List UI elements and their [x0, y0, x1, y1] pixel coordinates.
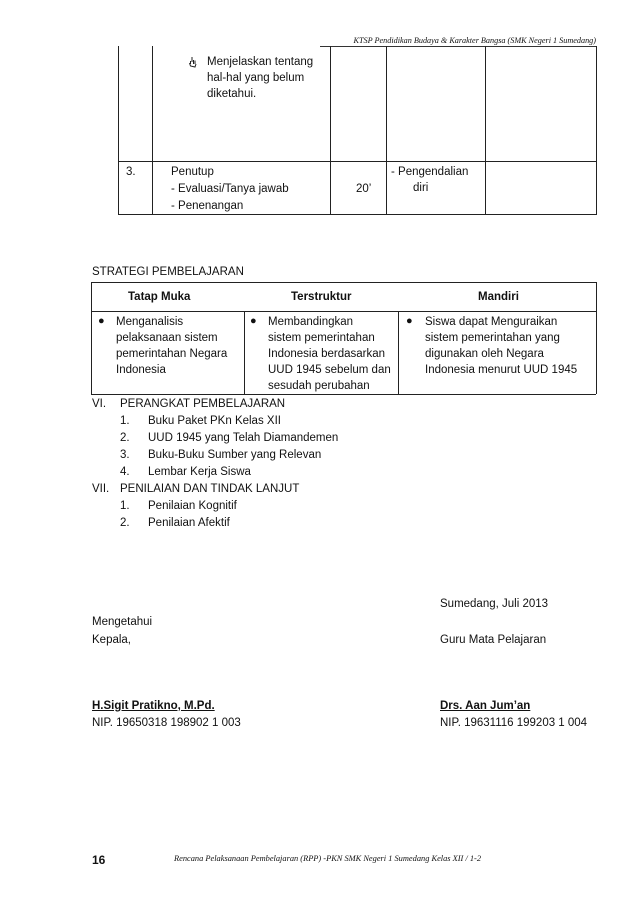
row1-line1: Menjelaskan tentang — [207, 56, 314, 68]
section6-title: PERANGKAT PEMBELAJARAN — [120, 398, 286, 410]
list-item: Buku Paket PKn Kelas XII — [148, 415, 281, 427]
row2-activity: Penutup — [171, 166, 214, 178]
col2-line: Indonesia berdasarkan — [268, 348, 385, 360]
list-item: Penilaian Afektif — [148, 517, 230, 529]
bullet-icon: ● — [250, 315, 257, 327]
header-mandiri: Mandiri — [478, 291, 519, 303]
list-number: 2. — [120, 517, 130, 529]
bullet-icon: ● — [98, 315, 105, 327]
row2-item1: - Evaluasi/Tanya jawab — [171, 183, 289, 195]
col1-line: Menganalisis — [116, 316, 184, 328]
list-item: Penilaian Kognitif — [148, 500, 237, 512]
section7-title: PENILAIAN DAN TINDAK LANJUT — [120, 483, 300, 495]
row2-item2: - Penenangan — [171, 200, 244, 212]
header-tatap-muka: Tatap Muka — [128, 291, 191, 303]
col3-line: Indonesia menurut UUD 1945 — [425, 364, 578, 376]
strategy-title: STRATEGI PEMBELAJARAN — [92, 266, 244, 278]
col3-line: sistem pemerintahan yang — [425, 332, 560, 344]
list-number: 3. — [120, 449, 130, 461]
col2-line: sesudah perubahan — [268, 380, 370, 392]
col3-line: Siswa dapat Menguraikan — [425, 316, 558, 328]
row1-line3: diketahui. — [207, 88, 257, 100]
list-number: 1. — [120, 415, 130, 427]
col2-line: sistem pemerintahan — [268, 332, 375, 344]
list-number: 2. — [120, 432, 130, 444]
row2-char-line1: - Pengendalian — [391, 166, 469, 178]
col1-line: pelaksanaan sistem — [116, 332, 218, 344]
list-item: Lembar Kerja Siswa — [148, 466, 251, 478]
col1-line: pemerintahan Negara — [116, 348, 228, 360]
row2-char-line2: diri — [413, 182, 429, 194]
list-number: 1. — [120, 500, 130, 512]
principal-role: Kepala, — [92, 634, 132, 646]
section7-number: VII. — [92, 483, 110, 495]
principal-nip: NIP. 19650318 198902 1 003 — [92, 717, 241, 729]
list-number: 4. — [120, 466, 130, 478]
bullet-icon: ● — [406, 315, 413, 327]
page-number: 16 — [92, 853, 106, 867]
footer-text: Rencana Pelaksanaan Pembelajaran (RPP) -PKN SMK Negeri 1 Sumedang Kelas XII / 1-2 — [174, 854, 482, 863]
col2-line: Membandingkan — [268, 316, 354, 328]
acknowledged-label: Mengetahui — [92, 616, 153, 628]
col1-line: Indonesia — [116, 364, 166, 376]
row2-number: 3. — [126, 166, 136, 178]
teacher-name: Drs. Aan Jum’an — [440, 700, 531, 712]
col3-line: digunakan oleh Negara — [425, 348, 544, 360]
header-terstruktur: Terstruktur — [291, 291, 352, 303]
hand-pointing-icon — [188, 56, 198, 68]
col2-line: UUD 1945 sebelum dan — [268, 364, 391, 376]
list-item: Buku-Buku Sumber yang Relevan — [148, 449, 322, 461]
section6-number: VI. — [92, 398, 107, 410]
principal-name: H.Sigit Pratikno, M.Pd. — [92, 700, 215, 712]
place-date: Sumedang, Juli 2013 — [440, 598, 549, 610]
teacher-role: Guru Mata Pelajaran — [440, 634, 547, 646]
teacher-nip: NIP. 19631116 199203 1 004 — [440, 717, 588, 729]
row2-time: 20’ — [356, 183, 372, 195]
list-item: UUD 1945 yang Telah Diamandemen — [148, 432, 339, 444]
row1-line2: hal-hal yang belum — [207, 72, 305, 84]
page-header: KTSP Pendidikan Budaya & Karakter Bangsa (SMK Negeri 1 Sumedang) — [320, 36, 596, 47]
